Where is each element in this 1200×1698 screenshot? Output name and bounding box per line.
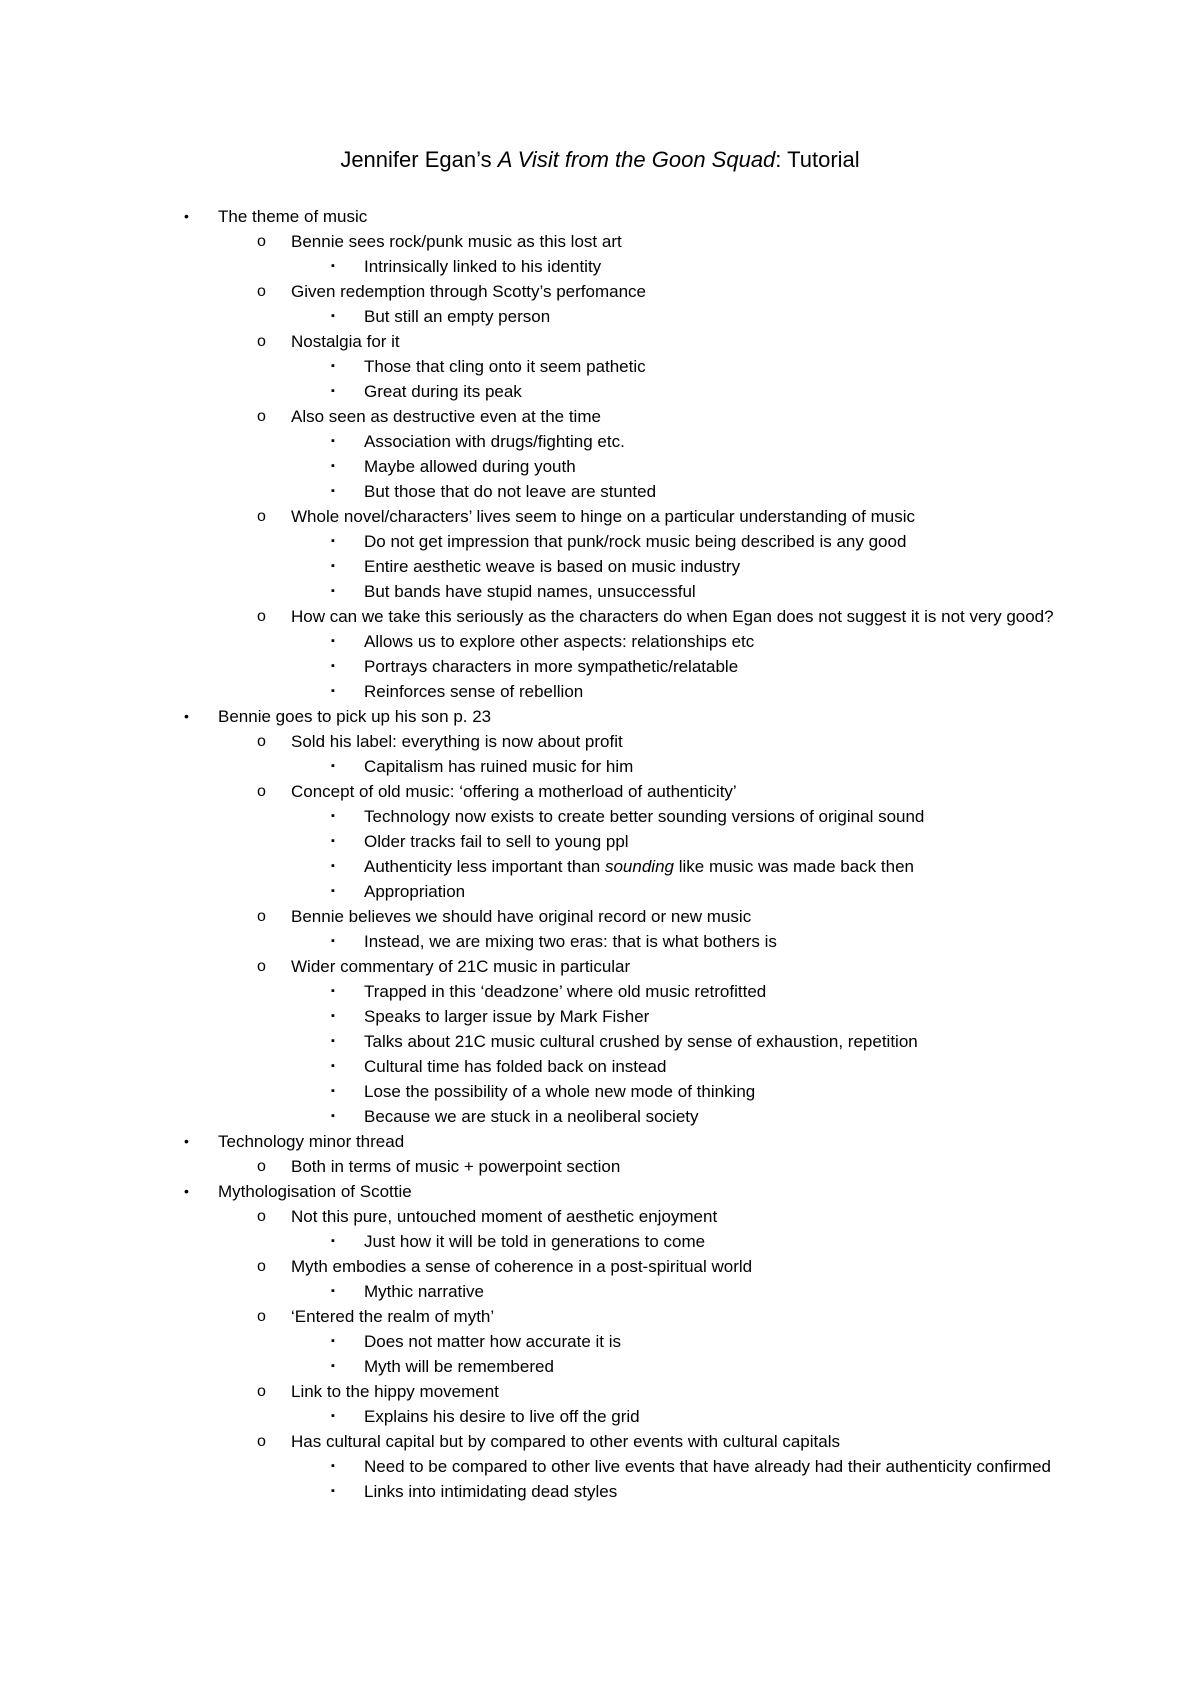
outline-item-text: Myth embodies a sense of coherence in a post-spiritual world [291, 1257, 753, 1276]
outline-item-text: Links into intimidating dead styles [364, 1482, 618, 1501]
bullet-marker: • [184, 1183, 189, 1199]
outline-item-level-3 [0, 454, 1200, 479]
outline-item-level-1 [0, 1179, 1200, 1204]
bullet-marker: ▪ [331, 1110, 335, 1122]
outline-item-level-3 [0, 754, 1200, 779]
outline-item-text: ‘Entered the realm of myth’ [291, 1307, 495, 1326]
bullet-marker: ▪ [331, 1010, 335, 1022]
document-title [0, 146, 1200, 174]
outline-item-level-3 [0, 579, 1200, 604]
bullet-marker: • [184, 208, 189, 224]
outline-item-level-3 [0, 1029, 1200, 1054]
outline-item-text: Talks about 21C music cultural crushed by sense of exhaustion, repetition [364, 1032, 918, 1051]
outline-item-text: But those that do not leave are stunted [364, 482, 657, 501]
bullet-marker: ▪ [331, 1060, 335, 1072]
bullet-marker: ▪ [331, 1335, 335, 1347]
bullet-marker: ▪ [331, 660, 335, 672]
bullet-marker: ▪ [331, 810, 335, 822]
outline-item-level-1 [0, 1129, 1200, 1154]
outline-item-text: Do not get impression that punk/rock music being described is any good [364, 532, 907, 551]
outline-item-text: Speaks to larger issue by Mark Fisher [364, 1007, 650, 1026]
outline-item-level-3 [0, 1454, 1200, 1479]
outline-item-text [364, 854, 1064, 879]
outline-item-text: Reinforces sense of rebellion [364, 682, 584, 701]
bullet-marker: ▪ [331, 1460, 335, 1472]
bullet-marker: o [257, 1208, 266, 1225]
outline-item-level-3 [0, 1079, 1200, 1104]
outline-item-text: Given redemption through Scotty’s perfomance [291, 282, 646, 301]
outline-item-level-3 [0, 1104, 1200, 1129]
outline-item-level-3 [0, 929, 1200, 954]
outline-item-text: Association with drugs/fighting etc. [364, 432, 625, 451]
outline-item-level-3 [0, 379, 1200, 404]
bullet-marker: o [257, 1258, 266, 1275]
bullet-marker: o [257, 283, 266, 300]
outline-item-text: Both in terms of music + powerpoint section [291, 1157, 621, 1176]
outline-item-level-3 [0, 829, 1200, 854]
bullet-marker: o [257, 1433, 266, 1450]
bullet-marker: ▪ [331, 835, 335, 847]
bullet-marker: o [257, 508, 266, 525]
outline-item-level-2 [0, 1429, 1200, 1454]
outline-item-level-2 [0, 1154, 1200, 1179]
bullet-marker: ▪ [331, 260, 335, 272]
outline-text-after: like music was made back then [673, 857, 914, 876]
outline-item-level-2 [0, 904, 1200, 929]
outline-item-text: Mythic narrative [364, 1282, 484, 1301]
bullet-marker: o [257, 1158, 266, 1175]
outline-item-text: Bennie believes we should have original record or new music [291, 907, 752, 926]
outline-item-level-3 [0, 529, 1200, 554]
outline-item-text: Has cultural capital but by compared to other events with cultural capitals [291, 1432, 840, 1451]
bullet-marker: ▪ [331, 460, 335, 472]
outline-item-level-2 [0, 1304, 1200, 1329]
bullet-marker: ▪ [331, 1410, 335, 1422]
outline-item-text: Appropriation [364, 882, 466, 901]
outline-item-text: Cultural time has folded back on instead [364, 1057, 667, 1076]
outline-item-level-2 [0, 729, 1200, 754]
bullet-marker: o [257, 908, 266, 925]
bullet-marker: ▪ [331, 535, 335, 547]
bullet-marker: • [184, 708, 189, 724]
bullet-marker: ▪ [331, 760, 335, 772]
outline-item-text: But bands have stupid names, unsuccessful [364, 582, 696, 601]
bullet-marker: o [257, 733, 266, 750]
outline-item-text: Bennie goes to pick up his son p. 23 [218, 707, 492, 726]
outline-item-level-3 [0, 804, 1200, 829]
bullet-marker: ▪ [331, 685, 335, 697]
outline-item-level-3 [0, 854, 1200, 879]
outline-item-text: Need to be compared to other live events that have already had their authenticity confirmed [364, 1457, 1052, 1476]
bullet-marker: o [257, 233, 266, 250]
outline-item-level-3 [0, 1404, 1200, 1429]
outline-item-text: Maybe allowed during youth [364, 457, 576, 476]
outline-item-level-3 [0, 1329, 1200, 1354]
bullet-marker: ▪ [331, 635, 335, 647]
bullet-marker: o [257, 958, 266, 975]
outline-item-level-3 [0, 1229, 1200, 1254]
outline-item-text: Older tracks fail to sell to young ppl [364, 832, 629, 851]
bullet-marker: ▪ [331, 385, 335, 397]
bullet-marker: o [257, 408, 266, 425]
outline-item-text: Because we are stuck in a neoliberal society [364, 1107, 699, 1126]
bullet-marker: o [257, 1308, 266, 1325]
title-italic: A Visit from the Goon Squad [497, 147, 776, 172]
outline-item-text: Instead, we are mixing two eras: that is what bothers is [364, 932, 777, 951]
outline-item-level-3 [0, 1354, 1200, 1379]
outline-item-level-3 [0, 654, 1200, 679]
outline-item-text: How can we take this seriously as the characters do when Egan does not suggest it is not very good? [291, 607, 1054, 626]
outline-item-text: Allows us to explore other aspects: relationships etc [364, 632, 755, 651]
outline-item-text: Link to the hippy movement [291, 1382, 499, 1401]
bullet-marker: ▪ [331, 1485, 335, 1497]
bullet-marker: ▪ [331, 1035, 335, 1047]
bullet-marker: ▪ [331, 310, 335, 322]
outline-item-level-2 [0, 229, 1200, 254]
outline-item-level-3 [0, 354, 1200, 379]
outline-item-text: Capitalism has ruined music for him [364, 757, 634, 776]
outline-item-level-3 [0, 1054, 1200, 1079]
bullet-marker: ▪ [331, 935, 335, 947]
outline-item-level-3 [0, 554, 1200, 579]
outline-item-text: Mythologisation of Scottie [218, 1182, 412, 1201]
bullet-marker: ▪ [331, 1085, 335, 1097]
outline-item-level-3 [0, 429, 1200, 454]
title-prefix: Jennifer Egan’s [340, 147, 498, 172]
notes-outline [0, 204, 1200, 1504]
outline-item-text: Portrays characters in more sympathetic/relatable [364, 657, 739, 676]
bullet-marker: ▪ [331, 360, 335, 372]
bullet-marker: ▪ [331, 585, 335, 597]
outline-text-before: Authenticity less important than [364, 857, 605, 876]
outline-item-level-2 [0, 604, 1200, 629]
outline-item-level-3 [0, 1479, 1200, 1504]
bullet-marker: ▪ [331, 860, 335, 872]
outline-item-text: Those that cling onto it seem pathetic [364, 357, 646, 376]
outline-item-text: Myth will be remembered [364, 1357, 554, 1376]
outline-item-text: Great during its peak [364, 382, 522, 401]
outline-item-text: Does not matter how accurate it is [364, 1332, 622, 1351]
outline-item-level-2 [0, 1204, 1200, 1229]
outline-item-level-3 [0, 304, 1200, 329]
outline-item-text: Trapped in this ‘deadzone’ where old music retrofitted [364, 982, 767, 1001]
bullet-marker: • [184, 1133, 189, 1149]
outline-item-text: Technology minor thread [218, 1132, 405, 1151]
outline-item-level-3 [0, 1004, 1200, 1029]
bullet-marker: ▪ [331, 1285, 335, 1297]
outline-item-level-2 [0, 954, 1200, 979]
bullet-marker: ▪ [331, 560, 335, 572]
bullet-marker: ▪ [331, 435, 335, 447]
outline-item-text: But still an empty person [364, 307, 551, 326]
outline-item-text: Nostalgia for it [291, 332, 400, 351]
outline-item-level-3 [0, 479, 1200, 504]
outline-text-italic: sounding [604, 857, 674, 876]
outline-item-text: Lose the possibility of a whole new mode of thinking [364, 1082, 756, 1101]
outline-item-text: Also seen as destructive even at the time [291, 407, 601, 426]
outline-item-text: The theme of music [218, 207, 368, 226]
bullet-marker: ▪ [331, 985, 335, 997]
outline-item-text: Just how it will be told in generations to come [364, 1232, 706, 1251]
outline-item-level-2 [0, 404, 1200, 429]
bullet-marker: o [257, 783, 266, 800]
bullet-marker: ▪ [331, 1360, 335, 1372]
bullet-marker: o [257, 608, 266, 625]
outline-item-level-3 [0, 254, 1200, 279]
outline-item-level-3 [0, 1279, 1200, 1304]
outline-item-text: Intrinsically linked to his identity [364, 257, 602, 276]
outline-item-level-3 [0, 879, 1200, 904]
outline-item-text: Concept of old music: ‘offering a motherload of authenticity’ [291, 782, 737, 801]
outline-item-level-2 [0, 279, 1200, 304]
bullet-marker: ▪ [331, 1235, 335, 1247]
outline-item-level-2 [0, 504, 1200, 529]
outline-item-text: Wider commentary of 21C music in particular [291, 957, 631, 976]
outline-item-level-1 [0, 204, 1200, 229]
outline-item-text: Bennie sees rock/punk music as this lost art [291, 232, 622, 251]
bullet-marker: ▪ [331, 485, 335, 497]
outline-item-text: Entire aesthetic weave is based on music industry [364, 557, 741, 576]
bullet-marker: ▪ [331, 885, 335, 897]
outline-item-level-2 [0, 1379, 1200, 1404]
outline-item-text: Sold his label: everything is now about profit [291, 732, 623, 751]
outline-item-text: Whole novel/characters’ lives seem to hinge on a particular understanding of music [291, 507, 915, 526]
outline-item-level-2 [0, 779, 1200, 804]
bullet-marker: o [257, 1383, 266, 1400]
outline-item-text: Not this pure, untouched moment of aesthetic enjoyment [291, 1207, 718, 1226]
outline-item-level-2 [0, 1254, 1200, 1279]
bullet-marker: o [257, 333, 266, 350]
outline-item-level-1 [0, 704, 1200, 729]
outline-item-level-3 [0, 679, 1200, 704]
outline-item-text: Technology now exists to create better sounding versions of original sound [364, 807, 925, 826]
outline-item-text: Explains his desire to live off the grid [364, 1407, 640, 1426]
title-suffix: : Tutorial [775, 147, 860, 172]
outline-item-level-3 [0, 979, 1200, 1004]
outline-item-level-2 [0, 329, 1200, 354]
outline-item-level-3 [0, 629, 1200, 654]
